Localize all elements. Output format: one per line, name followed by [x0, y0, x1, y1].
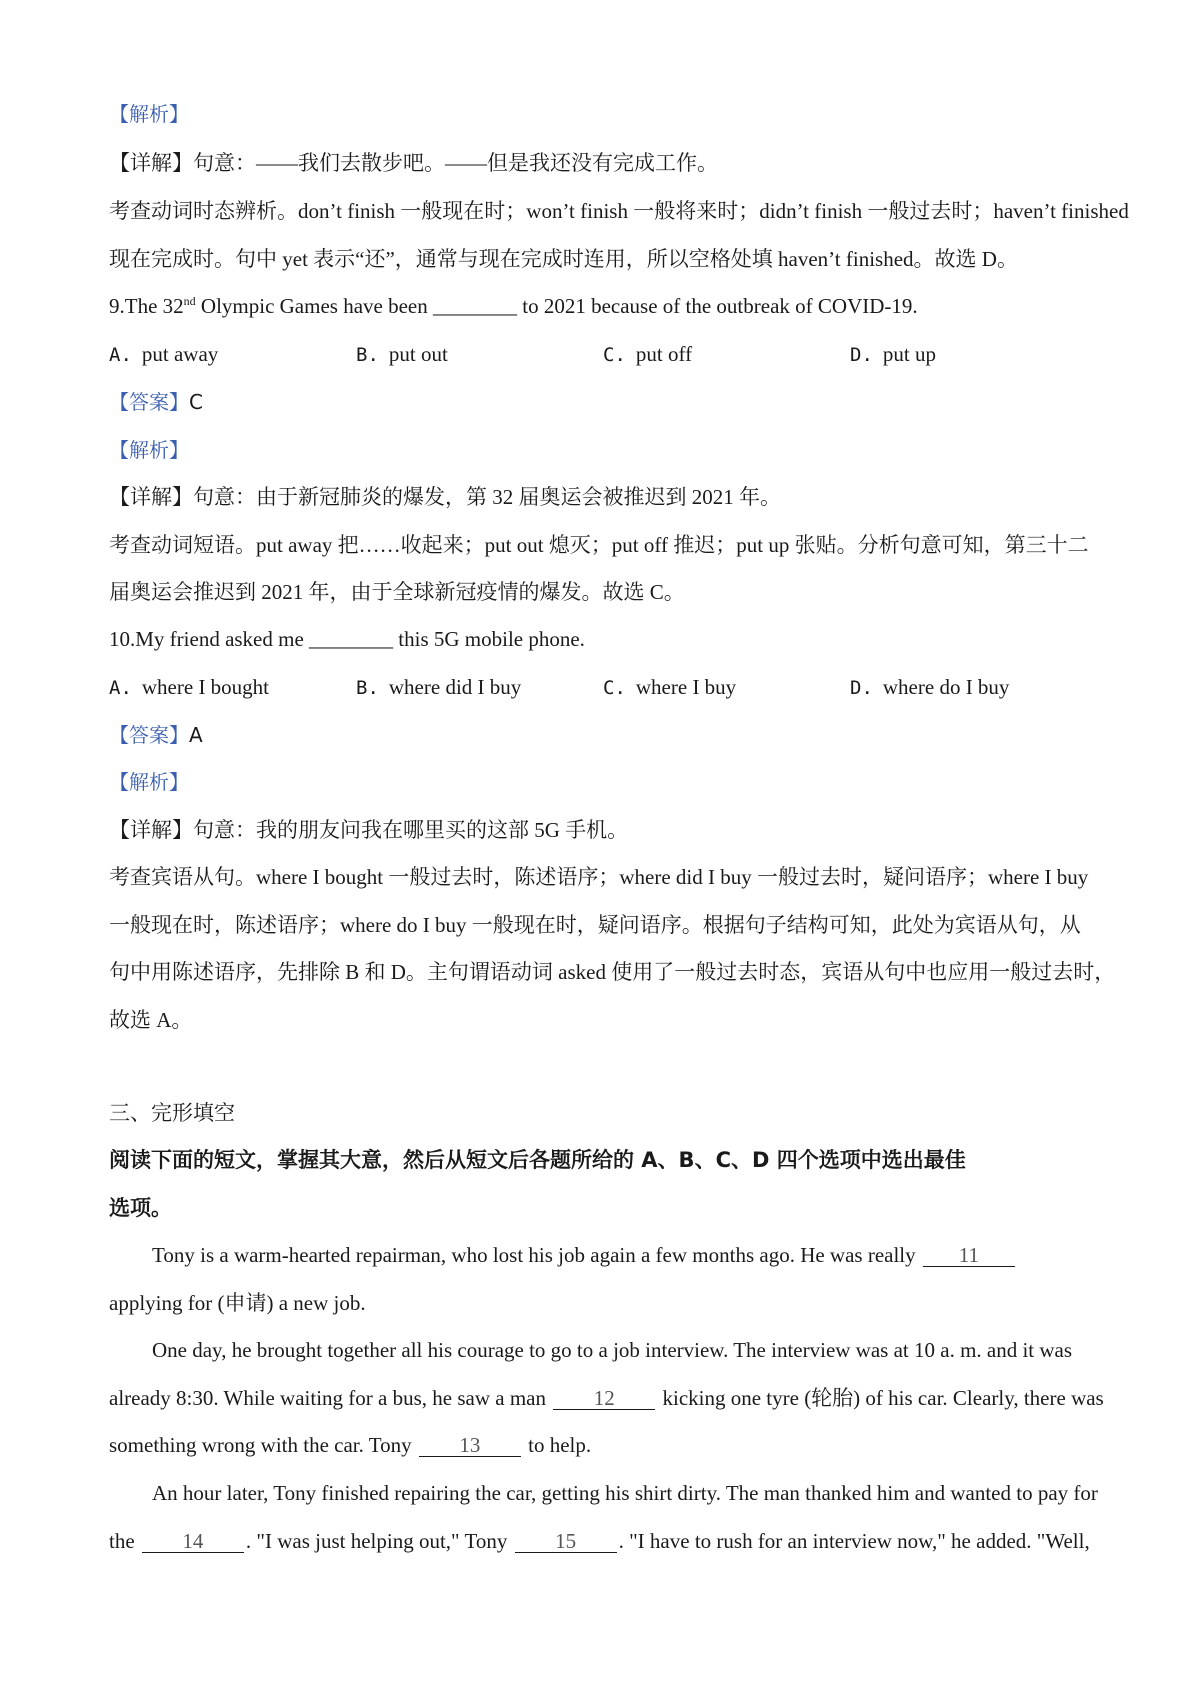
- option-letter: C.: [603, 344, 626, 366]
- analysis-tag: 【解析】: [109, 770, 189, 794]
- passage-line-2: applying for (申请) a new job.: [109, 1291, 366, 1315]
- q10-answer-line: [109, 721, 1099, 749]
- q10-explain-line-1: 考查宾语从句。where I bought 一般过去时，陈述语序；where did I buy 一般过去时，疑问语序；where I buy: [109, 865, 1089, 889]
- option-letter: A.: [109, 344, 132, 366]
- option-letter: C.: [603, 677, 626, 699]
- detail-text: 句意：我的朋友问我在哪里买的这部 5G 手机。: [193, 818, 629, 842]
- q10-explain-line-3: 句中用陈述语序，先排除 B 和 D。主句谓语动词 asked 使用了一般过去时态，宾语从句中也应用一般过去时，: [109, 960, 1116, 984]
- blank-11: 11: [923, 1244, 1015, 1267]
- option-text: where I buy: [635, 675, 737, 699]
- option-letter: D.: [850, 677, 873, 699]
- q9-detail-line: [109, 483, 1099, 511]
- option-text: put up: [882, 342, 936, 366]
- detail-tag: 【详解】: [109, 485, 193, 509]
- answer-value: A: [189, 723, 203, 747]
- q9-analysis-tag-line: [109, 436, 1099, 464]
- q9-option-c: [603, 340, 692, 369]
- passage-text: Tony is a warm-hearted repairman, who lost his job again a few months ago. He was really: [152, 1243, 921, 1267]
- q10-analysis-tag-line: [109, 768, 1099, 796]
- q8-explain-line-1: 考查动词时态辨析。don’t finish 一般现在时；won’t finish 一般将来时；didn’t finish 一般过去时；haven’t finished: [109, 199, 1129, 223]
- q9-stem-post: Olympic Games have been ________ to 2021 because of the outbreak of COVID-19.: [195, 294, 918, 318]
- analysis-tag: 【解析】: [109, 102, 189, 126]
- detail-tag: 【详解】: [109, 151, 193, 175]
- instruction-line-2: 选项。: [109, 1196, 172, 1220]
- q9-answer-line: [109, 388, 1099, 416]
- option-text: where do I buy: [882, 675, 1010, 699]
- q9-option-d: [850, 340, 936, 369]
- blank-12: 12: [553, 1387, 655, 1410]
- q9-options: [109, 340, 1099, 368]
- q10-option-c: [603, 673, 736, 702]
- q8-detail-line: [109, 149, 1099, 177]
- q10-explain-line-4: 故选 A。: [109, 1008, 193, 1032]
- passage-line-3: One day, he brought together all his courage to go to a job interview. The interview was at 10 a. m. and it was: [152, 1338, 1073, 1362]
- q10-option-b: [356, 673, 521, 702]
- option-text: where did I buy: [388, 675, 522, 699]
- q9-stem-sup: nd: [183, 294, 196, 308]
- option-text: put away: [141, 342, 219, 366]
- passage-text: to help.: [522, 1433, 592, 1457]
- q9-explain-line-2: 届奥运会推迟到 2021 年，由于全球新冠疫情的爆发。故选 C。: [109, 580, 685, 604]
- q8-explain-line-2: 现在完成时。句中 yet 表示“还”，通常与现在完成时连用，所以空格处填 haven’t finished。故选 D。: [109, 247, 1018, 271]
- option-text: where I bought: [141, 675, 270, 699]
- section-heading: 三、完形填空: [109, 1101, 235, 1125]
- passage-text: . "I was just helping out," Tony: [245, 1529, 513, 1553]
- q8-analysis-tag-line: [109, 100, 1099, 128]
- blank-14: 14: [142, 1530, 244, 1553]
- passage-line-1: [152, 1241, 1142, 1269]
- passage-line-4: [109, 1384, 1104, 1412]
- q10-option-d: [850, 673, 1009, 702]
- q9-stem: [109, 292, 1099, 320]
- answer-value: C: [189, 390, 203, 414]
- analysis-tag: 【解析】: [109, 438, 189, 462]
- detail-text: 句意：——我们去散步吧。——但是我还没有完成工作。: [193, 151, 718, 175]
- option-letter: B.: [356, 344, 379, 366]
- passage-text: kicking one tyre (轮胎) of his car. Clearly, there was: [657, 1386, 1104, 1410]
- q10-options: [109, 673, 1099, 701]
- q9-option-b: [356, 340, 448, 369]
- option-letter: D.: [850, 344, 873, 366]
- q9-explain-line-1: 考查动词短语。put away 把……收起来；put out 熄灭；put off 推迟；put up 张贴。分析句意可知，第三十二: [109, 533, 1089, 557]
- q10-explain-line-2: 一般现在时，陈述语序；where do I buy 一般现在时，疑问语序。根据句子结构可知，此处为宾语从句，从: [109, 913, 1081, 937]
- passage-text: the: [109, 1529, 140, 1553]
- option-letter: A.: [109, 677, 132, 699]
- instruction-line-1: 阅读下面的短文，掌握其大意，然后从短文后各题所给的 A、B、C、D 四个选项中选出最佳: [109, 1148, 966, 1172]
- passage-text: . "I have to rush for an interview now," he added. "Well,: [618, 1529, 1090, 1553]
- option-text: put off: [635, 342, 693, 366]
- answer-tag: 【答案】: [109, 723, 189, 747]
- blank-15: 15: [515, 1530, 617, 1553]
- option-letter: B.: [356, 677, 379, 699]
- option-text: put out: [388, 342, 448, 366]
- q9-stem-pre: 9.The 32: [109, 294, 184, 318]
- q9-option-a: [109, 340, 218, 369]
- passage-line-7: [109, 1527, 1099, 1555]
- blank-13: 13: [419, 1434, 521, 1457]
- q10-detail-line: [109, 816, 1099, 844]
- detail-tag: 【详解】: [109, 818, 193, 842]
- detail-text: 句意：由于新冠肺炎的爆发，第 32 届奥运会被推迟到 2021 年。: [193, 485, 781, 509]
- q10-option-a: [109, 673, 269, 702]
- passage-text: already 8:30. While waiting for a bus, he saw a man: [109, 1386, 552, 1410]
- passage-line-5: [109, 1431, 1099, 1459]
- q10-stem: 10.My friend asked me ________ this 5G mobile phone.: [109, 627, 585, 651]
- passage-text: something wrong with the car. Tony: [109, 1433, 417, 1457]
- answer-tag: 【答案】: [109, 390, 189, 414]
- passage-line-6: An hour later, Tony finished repairing the car, getting his shirt dirty. The man thanked him and wanted to pay for: [152, 1481, 1098, 1505]
